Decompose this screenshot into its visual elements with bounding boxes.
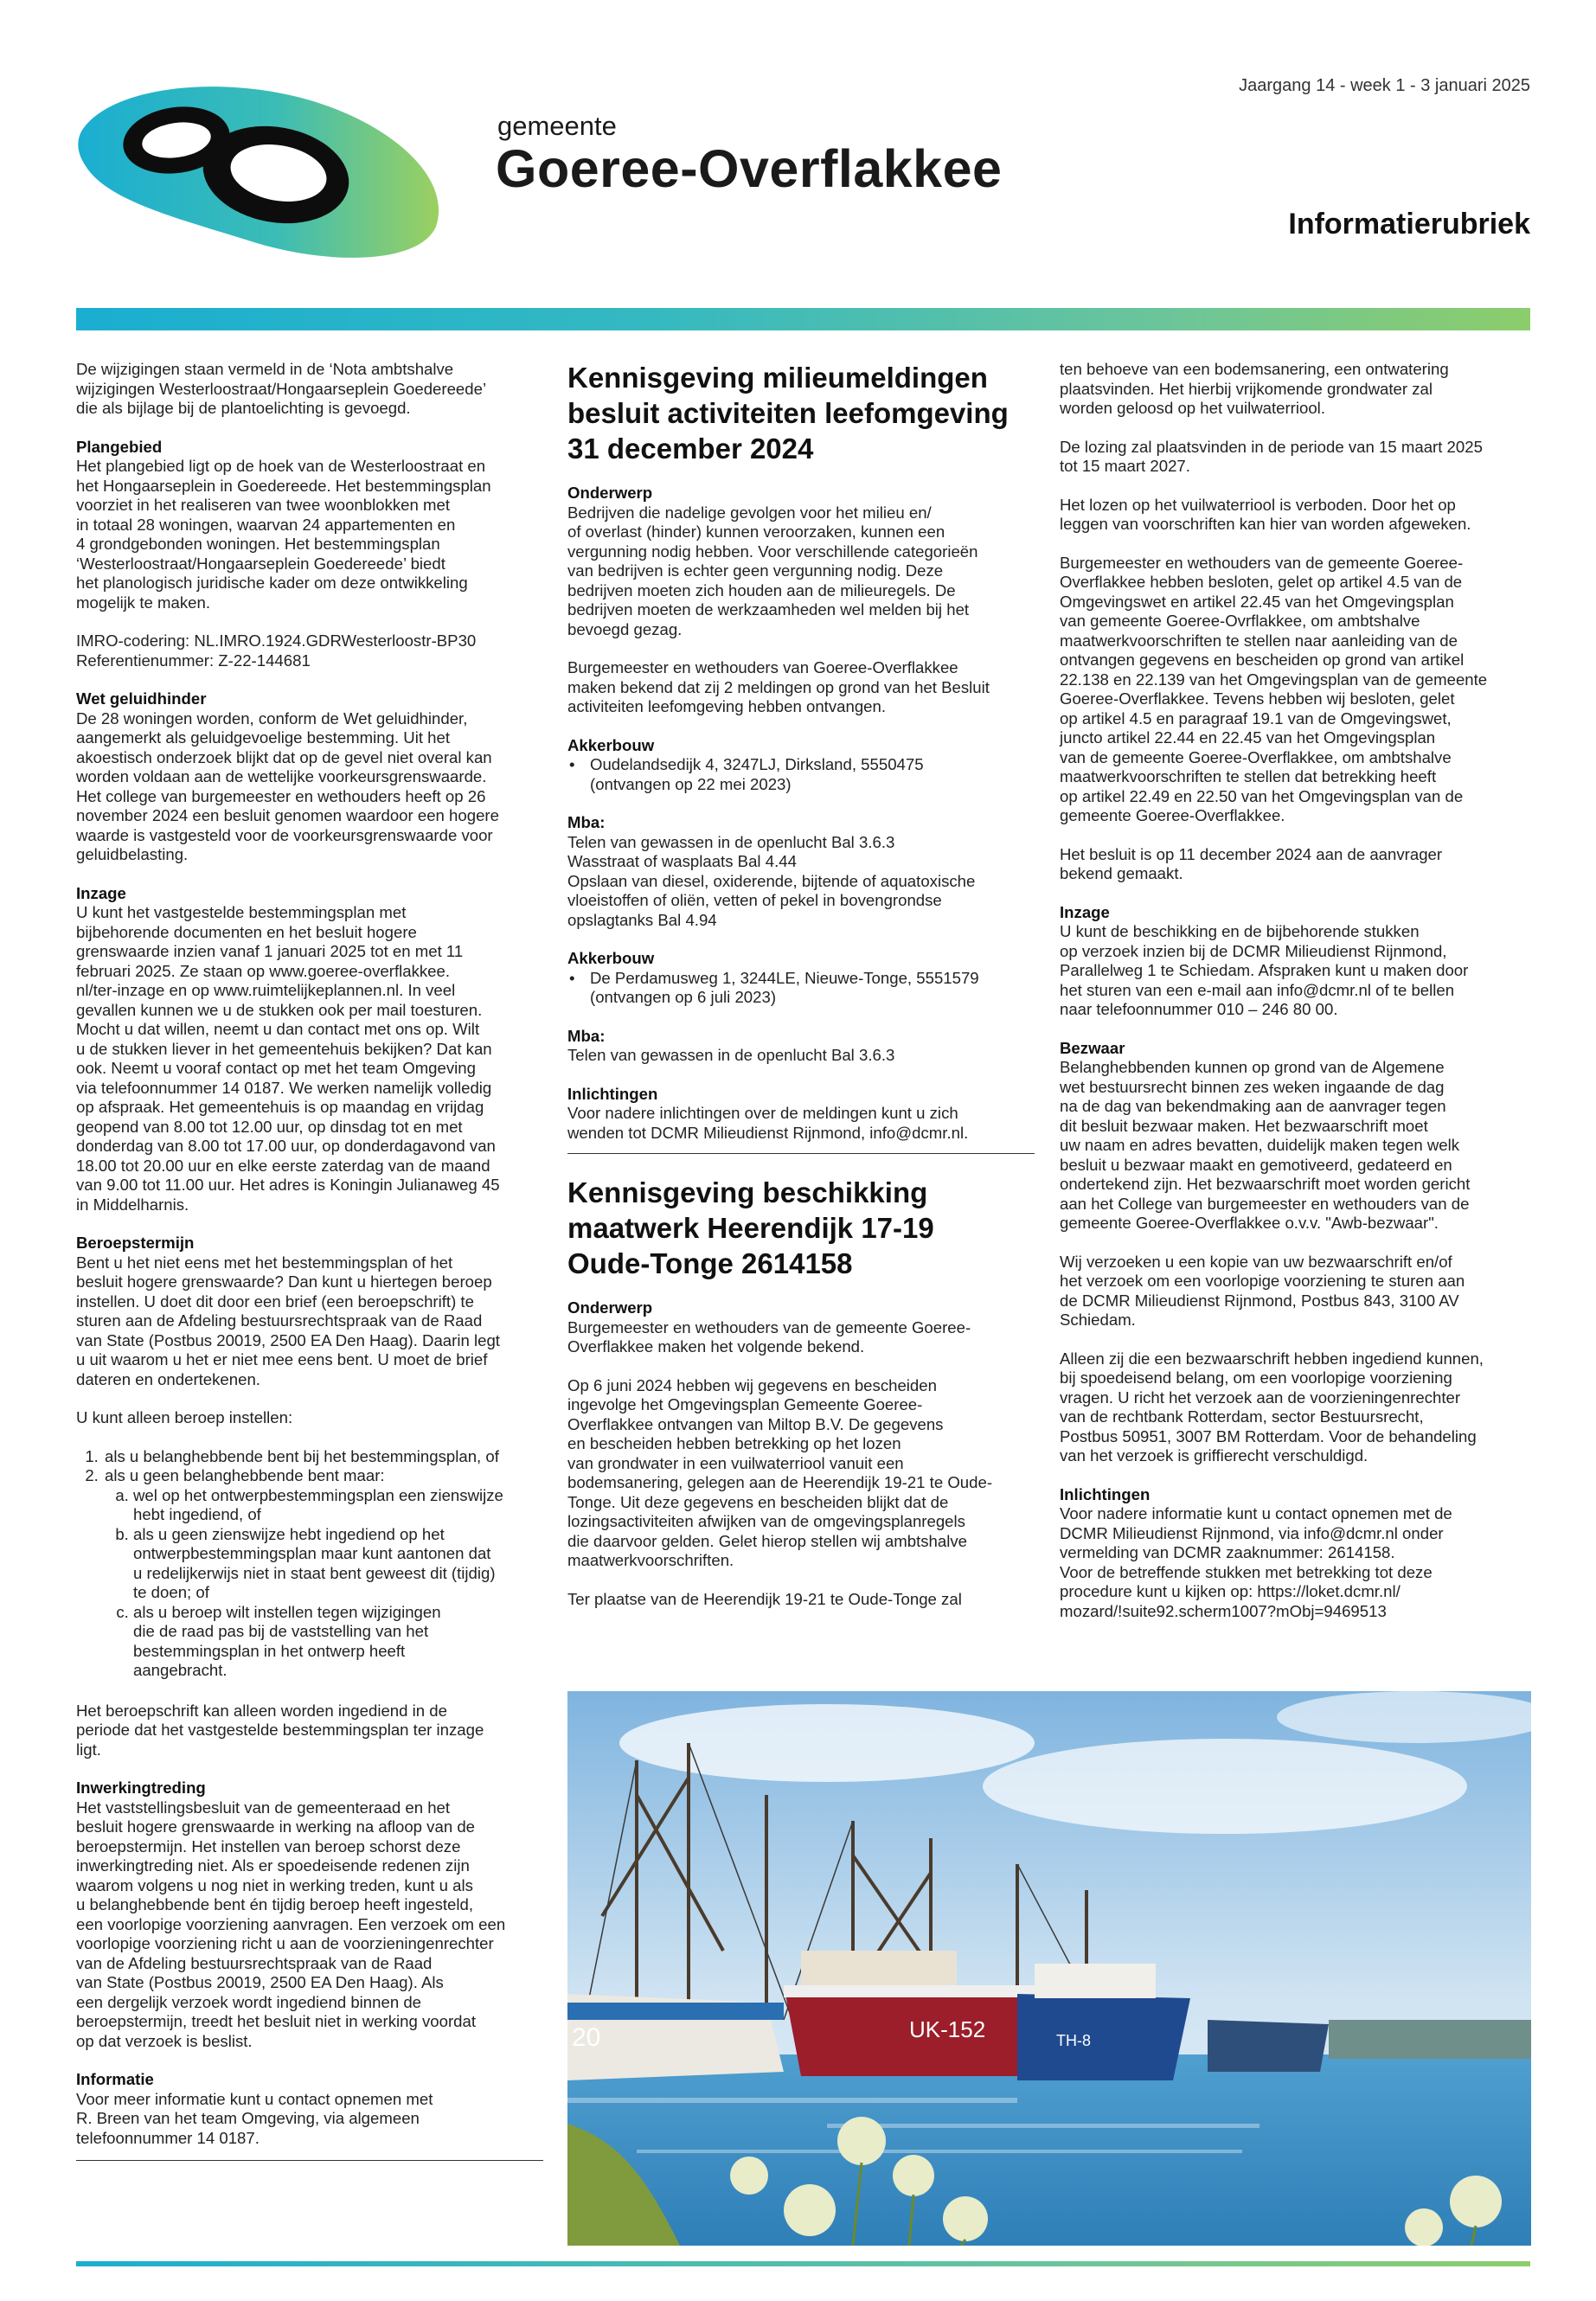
hull-label: TH-8: [1056, 2032, 1091, 2049]
paragraph: Bent u het niet eens met het bestemmingsplan of het besluit hogere grenswaarde? Dan kunt u hiertegen beroep instellen. U doet dit door een brief (een beroepschrift) te sturen aan de Afdeling bestuursrechtspraak van de Raad van State (Postbus 20019, 2500 EA Den Haag). Daarin legt u uit waarom u het er niet mee eens bent. U moet de brief dateren en ondertekenen.: [76, 1253, 500, 1388]
onderwerp-section: [567, 484, 1035, 639]
column-1: [76, 360, 543, 2183]
gemeente-logo-icon: [73, 80, 453, 261]
codes-paragraph: IMRO-codering: NL.IMRO.1924.GDRWesterloostr-BP30 Referentienummer: Z-22-144681: [76, 631, 477, 670]
list-item-text: als u belanghebbende bent bij het bestemmingsplan, of: [105, 1446, 499, 1465]
paragraph: U kunt het vastgestelde bestemmingsplan met bijbehorende documenten en het besluit hogere grenswaarde inzien vanaf 1 januari 2025 tot en met 11 februari 2025. Ze staan op www.goeree-overflakkee. nl/ter-inzage en op www.ruimtelijkeplannen.nl. In veel gevallen kunnen we u de stukken ook per mail toesturen. Mocht u dat willen, neemt u dan contact met ons op. Wilt u de stukken liever in het gemeentehuis bekijken? Dat kan ook. Neemt u vooraf contact op met het team Omgeving via telefoonnummer 14 0187. We werken namelijk volledig op afspraak. Het gemeentehuis is op maandag en vrijdag geopend van 8.00 tot 12.00 uur, op dinsdag tot en met donderdag van 8.00 tot 17.00 uur, op donderdagavond van 18.00 tot 20.00 uur en elke eerste zaterdag van de maand van 9.00 tot 11.00 uur. Het adres is Koningin Julianaweg 45 in Middelharnis.: [76, 903, 500, 1214]
paragraph: Wij verzoeken u een kopie van uw bezwaarschrift en/of het verzoek om een voorlopige voorziening te sturen aan de DCMR Milieudienst Rijnmond, Postbus 843, 3100 AV Schiedam.: [1060, 1252, 1465, 1329]
inlichtingen-section: [1060, 1485, 1531, 1622]
paragraph: U kunt alleen beroep instellen:: [76, 1408, 293, 1426]
subheading: Mba:: [567, 1026, 606, 1045]
sub-list-item: a. wel op het ontwerpbestemmingsplan een zienswijze hebt ingediend, of: [133, 1486, 543, 1525]
paragraph: Bedrijven die nadelige gevolgen voor het milieu en/ of overlast (hinder) kunnen veroorzaken, kunnen een vergunning nodig hebben. Voor verschillende categorieën van bedrijven is echter geen vergunning nodig. Deze bedrijven moeten zich houden aan de milieuregels. De bedrijven moeten de werkzaamheden wel melden bij het bevoegd gezag.: [567, 503, 978, 638]
section-title: Informatierubriek: [1288, 208, 1530, 240]
paragraph: Burgemeester en wethouders van de gemeente Goeree- Overflakkee hebben besloten, gelet op artikel 4.5 van de Omgevingswet en artikel 22.45 van het Omgevingsplan van gemeente Goeree-Ovrflakkee, om ambtshalve maatwerkvoorschriften te stellen naar aanleiding van de ontvangen gegevens en bescheiden op grond van artikel 22.138 en 22.139 van het Omgevingsplan van de gemeente Goeree-Overflakkee. Tevens hebben wij besloten, gelet op artikel 4.5 en paragraaf 19.1 van de Omgevingswet, juncto artikel 22.44 en 22.45 van het Omgevingsplan van de gemeente Goeree-Overflakkee, om ambtshalve maatwerkvoorschriften te stellen dat betrekking heeft op artikel 22.49 en 22.50 van het Omgevingsplan van de gemeente Goeree-Overflakkee.: [1060, 553, 1488, 824]
list-item: [103, 1447, 543, 1467]
subheading: Inlichtingen: [567, 1084, 658, 1103]
subheading: Mba:: [567, 813, 606, 831]
paragraph: Voor nadere informatie kunt u contact opnemen met de DCMR Milieudienst Rijnmond, via info@dcmr.nl onder vermelding van DCMR zaaknummer: 2614158. Voor de betreffende stukken met betrekking tot deze procedure kunt u kijken op: https://loket.dcmr.nl/ mozard/!suite92.scherm1007?mObj=9469513: [1060, 1504, 1452, 1620]
informatie-section: [76, 2070, 543, 2148]
paragraph: Burgemeester en wethouders van de gemeente Goeree- Overflakkee maken het volgende bekend.: [567, 1317, 971, 1356]
onderwerp-section: [567, 1298, 1035, 1357]
list-item: • Oudelandsedijk 4, 3247LJ, Dirksland, 5550475 (ontvangen op 22 mei 2023): [590, 755, 1035, 794]
beroep-list: [76, 1447, 543, 1681]
inwerking-section: [76, 1779, 543, 2051]
akkerbouw-2: [567, 949, 1035, 1008]
paragraph: U kunt de beschikking en de bijbehorende stukken op verzoek inzien bij de DCMR Milieudienst Rijnmond, Parallelweg 1 te Schiedam. Afspraken kunt u maken door het sturen van een e-mail aan info@dcmr.nl of te bellen naar telefoonnummer 010 – 246 80 00.: [1060, 922, 1469, 1018]
list-item: • De Perdamusweg 1, 3244LE, Nieuwe-Tonge, 5551579 (ontvangen op 6 juli 2023): [590, 969, 1035, 1008]
subheading: Wet geluidhinder: [76, 689, 207, 708]
akkerbouw-1: [567, 736, 1035, 795]
edition-line: Jaargang 14 - week 1 - 3 januari 2025: [1239, 76, 1530, 95]
subheading: Inzage: [1060, 902, 1110, 921]
hull-label: UK-152: [909, 2016, 986, 2042]
divider: [567, 1153, 1035, 1154]
subheading: Akkerbouw: [567, 949, 655, 967]
column-2: [567, 360, 1035, 1628]
paragraph: Het besluit is op 11 december 2024 aan de aanvrager bekend gemaakt.: [1060, 844, 1443, 882]
sub-list-item: b. als u geen zienswijze hebt ingediend op het ontwerpbestemmingsplan maar kunt aantonen dat u redelijkerwijs niet in staat bent geweest dit (tijdig) te doen; of: [133, 1525, 543, 1603]
article-title-beschikking: Kennisgeving beschikking maatwerk Heerendijk 17-19 Oude-Tonge 2614158: [567, 1176, 934, 1279]
subheading: Inzage: [76, 883, 126, 902]
subheading: Informatie: [76, 2070, 154, 2088]
inzage-section: [76, 884, 543, 1215]
paragraph: Op 6 juni 2024 hebben wij gegevens en bescheiden ingevolge het Omgevingsplan Gemeente Goeree- Overflakkee ontvangen van Miltop B.V. De gegevens en bescheiden hebben betrekking op het lozen van grondwater in een vuilwaterriool vanuit een bodemsanering, gelegen aan de Heerendijk 19-21 te Oude- Tonge. Uit deze gegevens en bescheiden blijkt dat de lozingsactiviteiten afwijken van de omgevingsplanregels die daarvoor gelden. Gelet hierop stellen wij ambtshalve maatwerkvoorschriften.: [567, 1375, 993, 1569]
bullet-list: [567, 969, 1035, 1008]
hull-label: 20: [572, 2023, 601, 2052]
paragraph: De lozing zal plaatsvinden in de periode van 15 maart 2025 tot 15 maart 2027.: [1060, 437, 1483, 475]
column-3: [1060, 360, 1531, 1640]
paragraph: ten behoeve van een bodemsanering, een ontwatering plaatsvinden. Het hierbij vrijkomende grondwater zal worden geloosd op het vuilwaterriool.: [1060, 360, 1449, 417]
paragraph: Voor meer informatie kunt u contact opnemen met R. Breen van het team Omgeving, via algemeen telefoonnummer 14 0187.: [76, 2089, 433, 2147]
subheading: Inlichtingen: [1060, 1484, 1151, 1503]
paragraph: Het vaststellingsbesluit van de gemeenteraad en het besluit hogere grenswaarde in werking na afloop van de beroepstermijn. Het instellen van beroep schorst deze inwerkingtreding niet. Als er spoedeisende redenen zijn waarom volgens u nog niet in werking treden, kunt u als u belanghebbende bent én tijdig beroep heeft ingesteld, een voorlopige voorziening aanvragen. Een verzoek om een voorlopige voorziening richt u aan de voorzieningenrechter van de Afdeling bestuursrechtspraak van de Raad van State (Postbus 20019, 2500 EA Den Haag). Als een dergelijk verzoek wordt ingediend binnen de beroepstermijn, treedt het besluit niet in werking voordat op dat verzoek is beslist.: [76, 1798, 506, 2050]
subheading: Beroepstermijn: [76, 1234, 195, 1252]
paragraph: Het plangebied ligt op de hoek van de Westerloostraat en het Hongaarseplein in Goedereede. Het bestemmingsplan voorziet in het realiseren van twee woonblokken met in totaal 28 woningen, waarvan 24 appartementen en 4 grondgebonden woningen. Het bestemmingsplan ‘Westerloostraat/Hongaarseplein Goedereede’ biedt het planologisch juridische kader om deze ontwikkeling mogelijk te maken.: [76, 457, 491, 612]
bullet-list: [567, 755, 1035, 794]
geluid-section: [76, 689, 543, 865]
harbor-photo: [567, 1691, 1531, 2246]
header-gradient-bar: [76, 308, 1530, 330]
subheading: Bezwaar: [1060, 1038, 1125, 1057]
list-item: [103, 1466, 543, 1681]
subheading: Onderwerp: [567, 484, 653, 502]
paragraph: Telen van gewassen in de openlucht Bal 3.6.3 Wasstraat of wasplaats Bal 4.44 Opslaan van diesel, oxiderende, bijtende of aquatoxische vloeistoffen of oliën, vetten of pekel in bovengrondse opslagtanks Bal 4.94: [567, 832, 976, 929]
paragraph: Alleen zij die een bezwaarschrift hebben ingediend kunnen, bij spoedeisend belang, om een voorlopige voorziening vragen. U richt het verzoek aan de voorzieningenrechter van de rechtbank Rotterdam, sector Bestuursrecht, Postbus 50951, 3007 BM Rotterdam. Voor de behandeling van het verzoek is griffierecht verschuldigd.: [1060, 1349, 1484, 1465]
sub-list-item: c. als u beroep wilt instellen tegen wijzigingen die de raad pas bij de vaststelling van het bestemmingsplan in het ontwerp heeft aangebracht.: [133, 1603, 543, 1681]
subheading: Onderwerp: [567, 1298, 653, 1317]
divider: [76, 2160, 543, 2161]
subheading: Inwerkingtreding: [76, 1779, 206, 1797]
plangebied-section: [76, 438, 543, 613]
footer-gradient-bar: [76, 2261, 1530, 2266]
subheading: Akkerbouw: [567, 735, 655, 754]
beroep-section: [76, 1234, 543, 1389]
paragraph: Ter plaatse van de Heerendijk 19-21 te Oude-Tonge zal: [567, 1589, 962, 1608]
paragraph: Telen van gewassen in de openlucht Bal 3.6.3: [567, 1046, 895, 1064]
header-brand: Goeree-Overflakkee: [496, 139, 1003, 198]
article-title-milieumeldingen: Kennisgeving milieumeldingen besluit activiteiten leefomgeving 31 december 2024: [567, 362, 1009, 465]
list-item-text: als u geen belanghebbende bent maar:: [105, 1466, 385, 1484]
intro-paragraph: De wijzigingen staan vermeld in de ‘Nota ambtshalve wijzigingen Westerloostraat/Hongaarseplein Goedereede’ die als bijlage bij de plantoelichting is gevoegd.: [76, 360, 487, 417]
bezwaar-section: [1060, 1039, 1531, 1234]
paragraph: Het beroepschrift kan alleen worden ingediend in de periode dat het vastgestelde bestemmingsplan ter inzage ligt.: [76, 1701, 484, 1759]
paragraph: Voor nadere inlichtingen over de meldingen kunt u zich wenden tot DCMR Milieudienst Rijnmond, info@dcmr.nl.: [567, 1104, 969, 1142]
mba-section: [567, 1027, 1035, 1066]
inlichtingen-section: [567, 1085, 1035, 1144]
mba-section: [567, 813, 1035, 930]
header-kicker: gemeente: [497, 111, 617, 141]
paragraph: Burgemeester en wethouders van Goeree-Overflakkee maken bekend dat zij 2 meldingen op grond van het Besluit activiteiten leefomgeving hebben ontvangen.: [567, 658, 990, 715]
paragraph: Het lozen op het vuilwaterriool is verboden. Door het op leggen van voorschriften kan hier van worden afgeweken.: [1060, 495, 1471, 533]
paragraph: Belanghebbenden kunnen op grond van de Algemene wet bestuursrecht binnen zes weken ingaande de dag na de dag van bekendmaking aan de aanvrager tegen dit besluit bezwaar maken. Het bezwaarschrift moet uw naam en adres bevatten, duidelijk maken tegen welk besluit u bezwaar maakt en gemotiveerd, gedateerd en ondertekend zijn. Het bezwaarschrift moet worden gericht aan het College van burgemeester en wethouders van de gemeente Goeree-Overflakkee o.v.v. "Awb-bezwaar".: [1060, 1058, 1471, 1232]
inzage-section: [1060, 903, 1531, 1020]
sub-list: [105, 1486, 543, 1681]
subheading: Plangebied: [76, 437, 163, 456]
paragraph: De 28 woningen worden, conform de Wet geluidhinder, aangemerkt als geluidgevoelige bestemming. Uit het akoestisch onderzoek blijkt dat op de gevel niet overal kan worden voldaan aan de wettelijke voorkeursgrenswaarde. Het college van burgemeester en wethouders heeft op 26 november 2024 een besluit genomen waardoor een hogere waarde is vastgesteld voor de voorkeursgrenswaarde voor geluidbelasting.: [76, 708, 499, 863]
